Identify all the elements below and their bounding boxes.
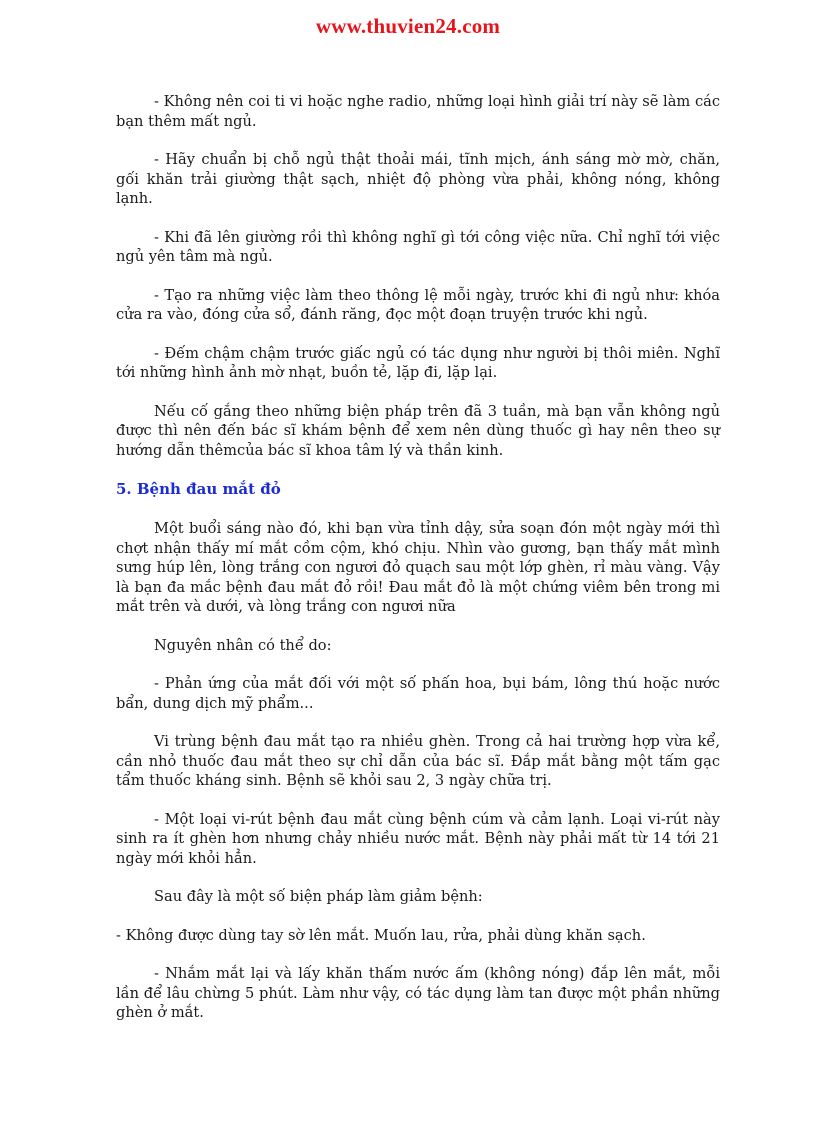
paragraph: Sau đây là một số biện pháp làm giảm bệnh: (154, 888, 483, 905)
paragraph: Vi trùng bệnh đau mắt tạo ra nhiều ghèn. Trong cả hai trường hợp vừa kể, cần nhỏ thuốc đau mắt theo sự chỉ dẫn của bác sĩ. Đắp mắt bằng một tấm gạc tẩm thuốc kháng sinh. Bệnh sẽ khỏi sau 2, 3 ngày chữa trị. (116, 733, 720, 789)
paragraph: - Một loại vi-rút bệnh đau mắt cùng bệnh cúm và cảm lạnh. Loại vi-rút này sinh ra ít ghèn hơn nhưng chảy nhiều nước mắt. Bệnh này phải mất từ 14 tới 21 ngày mới khỏi hẳn. (116, 810, 720, 867)
paragraph: - Đếm chậm chậm trước giấc ngủ có tác dụng như người bị thôi miên. Nghĩ tới những hình ảnh mờ nhạt, buồn tẻ, lặp đi, lặp lại. (116, 344, 720, 381)
paragraph: - Không được dùng tay sờ lên mắt. Muốn lau, rửa, phải dùng khăn sạch. (116, 926, 646, 944)
paragraph: - Nhắm mắt lại và lấy khăn thấm nước ấm (không nóng) đắp lên mắt, mỗi lần để lâu chừng 5 phút. Làm như vậy, có tác dụng làm tan được một phần những ghèn ở mắt. (116, 965, 720, 1021)
paragraph: - Phản ứng của mắt đối với một số phấn hoa, bụi bám, lông thú hoặc nước bẩn, dung dịch mỹ phẩm... (116, 675, 720, 712)
paragraph: Nếu cố gắng theo những biện pháp trên đã 3 tuần, mà bạn vẫn không ngủ được thì nên đến bác sĩ khám bệnh để xem nên dùng thuốc gì hay nên theo sự hướng dẫn thêmcủa bác sĩ khoa tâm lý và thần kinh. (116, 402, 720, 459)
paragraph: - Khi đã lên giường rồi thì không nghĩ gì tới công việc nữa. Chỉ nghĩ tới việc ngủ yên tâm mà ngủ. (116, 228, 720, 265)
site-header-link[interactable]: www.thuvien24.com (315, 14, 501, 38)
paragraph: - Hãy chuẩn bị chỗ ngủ thật thoải mái, tĩnh mịch, ánh sáng mờ mờ, chăn, gối khăn trải giường thật sạch, nhiệt độ phòng vừa phải, không nóng, không lạnh. (116, 151, 720, 207)
paragraph: - Không nên coi ti vi hoặc nghe radio, những loại hình giải trí này sẽ làm các bạn thêm mất ngủ. (116, 93, 720, 130)
paragraph: - Tạo ra những việc làm theo thông lệ mỗi ngày, trước khi đi ngủ như: khóa cửa ra vào, đóng cửa sổ, đánh răng, đọc một đoạn truyện trước khi ngủ. (116, 286, 720, 323)
section-heading: 5. Bệnh đau mắt đỏ (116, 480, 281, 498)
paragraph: Một buổi sáng nào đó, khi bạn vừa tỉnh dậy, sửa soạn đón một ngày mới thì chợt nhận thấy mí mắt cồm cộm, khó chịu. Nhìn vào gương, bạn thấy mắt mình sưng húp lên, lòng trắng con ngươi đỏ quạch sau một lớp ghèn, rỉ màu vàng. Vậy là bạn đa mắc bệnh đau mắt đỏ rồi! Đau mắt đỏ là một chứng viêm bên trong mi mắt trên và dưới, và lòng trắng con ngươi nữa (116, 520, 720, 615)
document-body (116, 92, 720, 1042)
paragraph: Nguyên nhân có thể do: (154, 636, 332, 654)
